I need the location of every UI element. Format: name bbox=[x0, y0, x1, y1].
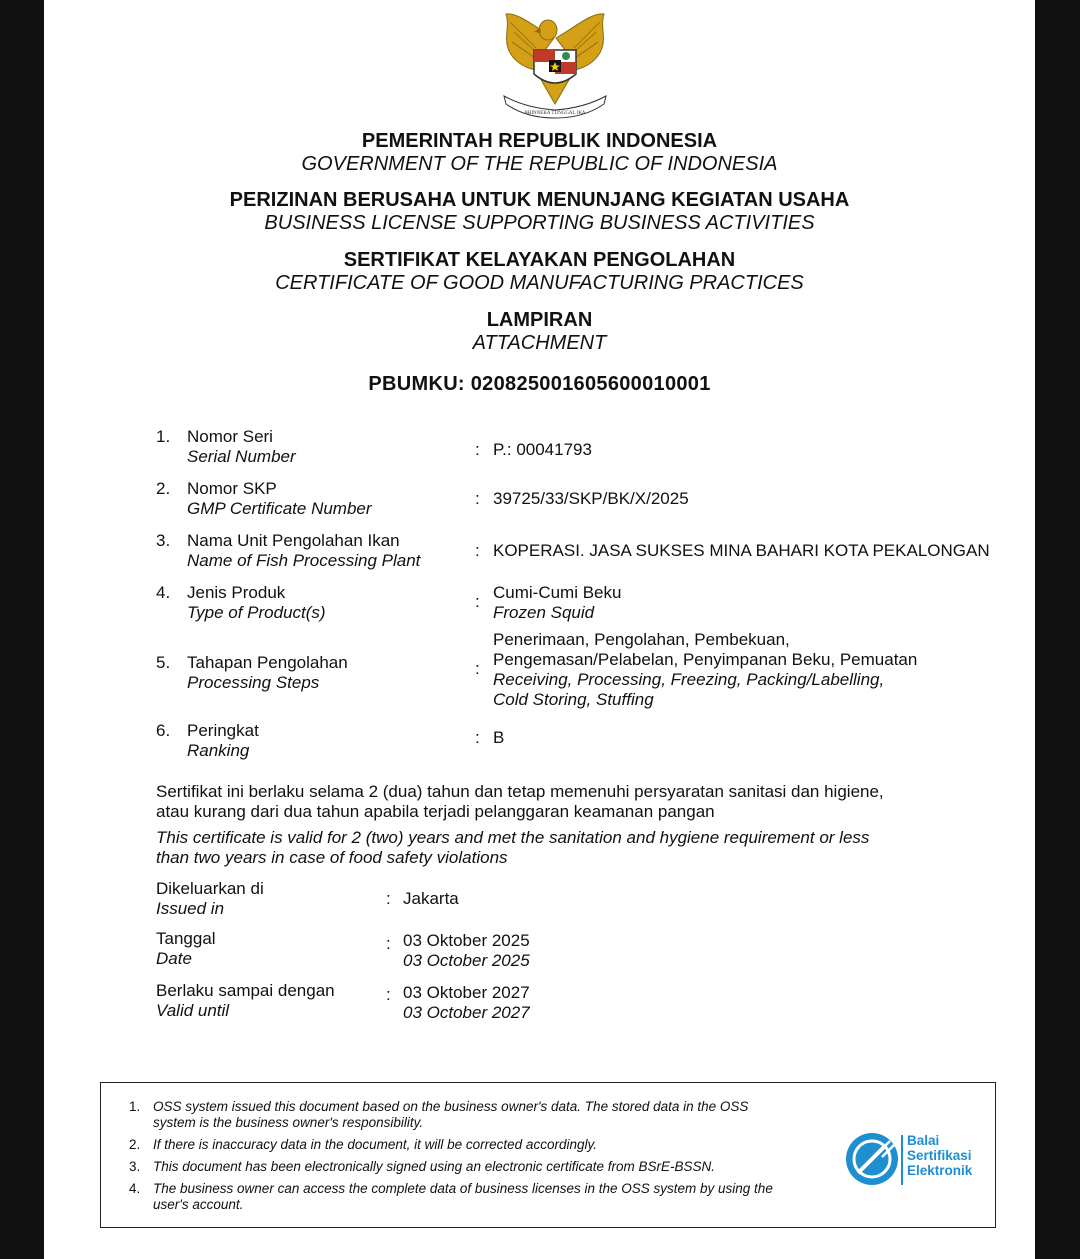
gov-title-en: GOVERNMENT OF THE REPUBLIC OF INDONESIA bbox=[301, 153, 778, 175]
field-colon: : bbox=[475, 440, 480, 459]
gmp-number-value: 39725/33/SKP/BK/X/2025 bbox=[493, 489, 689, 508]
field-label-en: Type of Product(s) bbox=[187, 603, 326, 622]
date-label bbox=[156, 929, 216, 969]
field-colon: : bbox=[475, 489, 480, 508]
bsre-logo-line: Elektronik bbox=[907, 1163, 973, 1178]
note-item bbox=[121, 1137, 841, 1153]
serial-number-value: P.: 00041793 bbox=[493, 440, 592, 459]
issue-colon: : bbox=[386, 889, 391, 908]
validity-text-en bbox=[156, 828, 986, 868]
field-number: 1. bbox=[156, 427, 171, 446]
issue-colon: : bbox=[386, 985, 391, 1004]
bsre-logo-line: Sertifikasi bbox=[907, 1148, 972, 1163]
field-number: 4. bbox=[156, 583, 171, 602]
validity-en-line2: than two years in case of food safety violations bbox=[156, 848, 508, 867]
valid-until-label-en: Valid until bbox=[156, 1001, 230, 1020]
note-number: 3. bbox=[129, 1159, 141, 1174]
issued-in-value: Jakarta bbox=[403, 889, 459, 908]
issued-in-label-id: Dikeluarkan di bbox=[156, 879, 264, 898]
plant-name-value: KOPERASI. JASA SUKSES MINA BAHARI KOTA PEKALONGAN bbox=[493, 541, 990, 560]
field-colon: : bbox=[475, 659, 480, 678]
attachment-title-en: ATTACHMENT bbox=[472, 332, 607, 354]
valid-until-value-en: 03 October 2027 bbox=[403, 1003, 530, 1022]
validity-id-line1: Sertifikat ini berlaku selama 2 (dua) tahun dan tetap memenuhi persyaratan sanitasi dan higiene, bbox=[156, 782, 884, 801]
date-value bbox=[403, 931, 530, 971]
field-colon: : bbox=[475, 728, 480, 747]
date-label-en: Date bbox=[156, 949, 192, 968]
notes-list bbox=[121, 1099, 841, 1219]
date-label-id: Tanggal bbox=[156, 929, 216, 948]
field-label-id: Nama Unit Pengolahan Ikan bbox=[187, 531, 400, 550]
bsre-logo-text bbox=[907, 1133, 972, 1178]
field-label-en: Processing Steps bbox=[187, 673, 320, 692]
note-item bbox=[121, 1181, 841, 1213]
valid-until-value-id: 03 Oktober 2027 bbox=[403, 983, 530, 1002]
field-colon: : bbox=[475, 592, 480, 611]
product-type-value bbox=[493, 583, 621, 623]
note-text: If there is inaccuracy data in the document, it will be corrected accordingly. bbox=[153, 1137, 597, 1152]
date-value-en: 03 October 2025 bbox=[403, 951, 530, 970]
license-title-en: BUSINESS LICENSE SUPPORTING BUSINESS ACTIVITIES bbox=[264, 212, 815, 234]
pbumku-number: PBUMKU: 020825001605600010001 bbox=[368, 373, 711, 395]
license-title-id: PERIZINAN BERUSAHA UNTUK MENUNJANG KEGIATAN USAHA bbox=[229, 189, 850, 211]
validity-en-line1: This certificate is valid for 2 (two) years and met the sanitation and hygiene requirement or less bbox=[156, 828, 870, 847]
date-value-id: 03 Oktober 2025 bbox=[403, 931, 530, 950]
notes-box bbox=[100, 1082, 996, 1228]
field-label-en: Serial Number bbox=[187, 447, 296, 466]
validity-id-line2: atau kurang dari dua tahun apabila terjadi pelanggaran keamanan pangan bbox=[156, 802, 715, 821]
note-number: 2. bbox=[129, 1137, 141, 1152]
processing-steps-value bbox=[493, 630, 917, 710]
note-number: 1. bbox=[129, 1099, 141, 1114]
note-text: OSS system issued this document based on the business owner's data. The stored data in the OSS bbox=[153, 1099, 749, 1114]
bsre-logo-line: Balai bbox=[907, 1133, 940, 1148]
attachment-title-id: LAMPIRAN bbox=[486, 309, 593, 331]
note-item bbox=[121, 1159, 841, 1175]
field-label-id: Tahapan Pengolahan bbox=[187, 653, 348, 672]
note-text: The business owner can access the complete data of business licenses in the OSS system by using the bbox=[153, 1181, 773, 1196]
issue-colon: : bbox=[386, 934, 391, 953]
product-type-en: Frozen Squid bbox=[493, 603, 595, 622]
valid-until-label-id: Berlaku sampai dengan bbox=[156, 981, 335, 1000]
field-label-en: GMP Certificate Number bbox=[187, 499, 372, 518]
field-label-id: Nomor Seri bbox=[187, 427, 273, 446]
valid-until-value bbox=[403, 983, 530, 1023]
field-number: 2. bbox=[156, 479, 171, 498]
field-label-en: Ranking bbox=[187, 741, 250, 760]
field-number: 5. bbox=[156, 653, 171, 672]
note-text: system is the business owner's responsibility. bbox=[153, 1115, 424, 1130]
processing-steps-id-line1: Penerimaan, Pengolahan, Pembekuan, bbox=[493, 630, 790, 649]
field-number: 3. bbox=[156, 531, 171, 550]
ranking-value: B bbox=[493, 728, 505, 747]
issued-in-label bbox=[156, 879, 264, 919]
field-number: 6. bbox=[156, 721, 171, 740]
bsre-logo-divider bbox=[901, 1135, 903, 1185]
certificate-page bbox=[44, 0, 1035, 1259]
gov-title-id: PEMERINTAH REPUBLIK INDONESIA bbox=[361, 130, 718, 152]
processing-steps-en-line1: Receiving, Processing, Freezing, Packing/Labelling, bbox=[493, 670, 885, 689]
valid-until-label bbox=[156, 981, 335, 1021]
product-type-id: Cumi-Cumi Beku bbox=[493, 583, 622, 602]
cert-title-id: SERTIFIKAT KELAYAKAN PENGOLAHAN bbox=[343, 249, 736, 271]
issued-in-label-en: Issued in bbox=[156, 899, 225, 918]
note-text: user's account. bbox=[153, 1197, 244, 1212]
field-label-id: Nomor SKP bbox=[187, 479, 277, 498]
field-colon: : bbox=[475, 541, 480, 560]
emblem-ribbon-text: BHINNEKA TUNGGAL IKA bbox=[524, 111, 586, 116]
field-label-id: Jenis Produk bbox=[187, 583, 286, 602]
field-label-id: Peringkat bbox=[187, 721, 259, 740]
garuda-pancasila-emblem-icon bbox=[496, 8, 614, 120]
validity-text-id bbox=[156, 782, 986, 822]
note-item bbox=[121, 1099, 841, 1131]
note-text: This document has been electronically signed using an electronic certificate from BSrE-BSSN. bbox=[153, 1159, 716, 1174]
field-label-en: Name of Fish Processing Plant bbox=[187, 551, 421, 570]
note-number: 4. bbox=[129, 1181, 141, 1196]
processing-steps-en-line2: Cold Storing, Stuffing bbox=[493, 690, 654, 709]
cert-title-en: CERTIFICATE OF GOOD MANUFACTURING PRACTICES bbox=[275, 272, 804, 294]
processing-steps-id-line2: Pengemasan/Pelabelan, Penyimpanan Beku, Pemuatan bbox=[493, 650, 918, 669]
